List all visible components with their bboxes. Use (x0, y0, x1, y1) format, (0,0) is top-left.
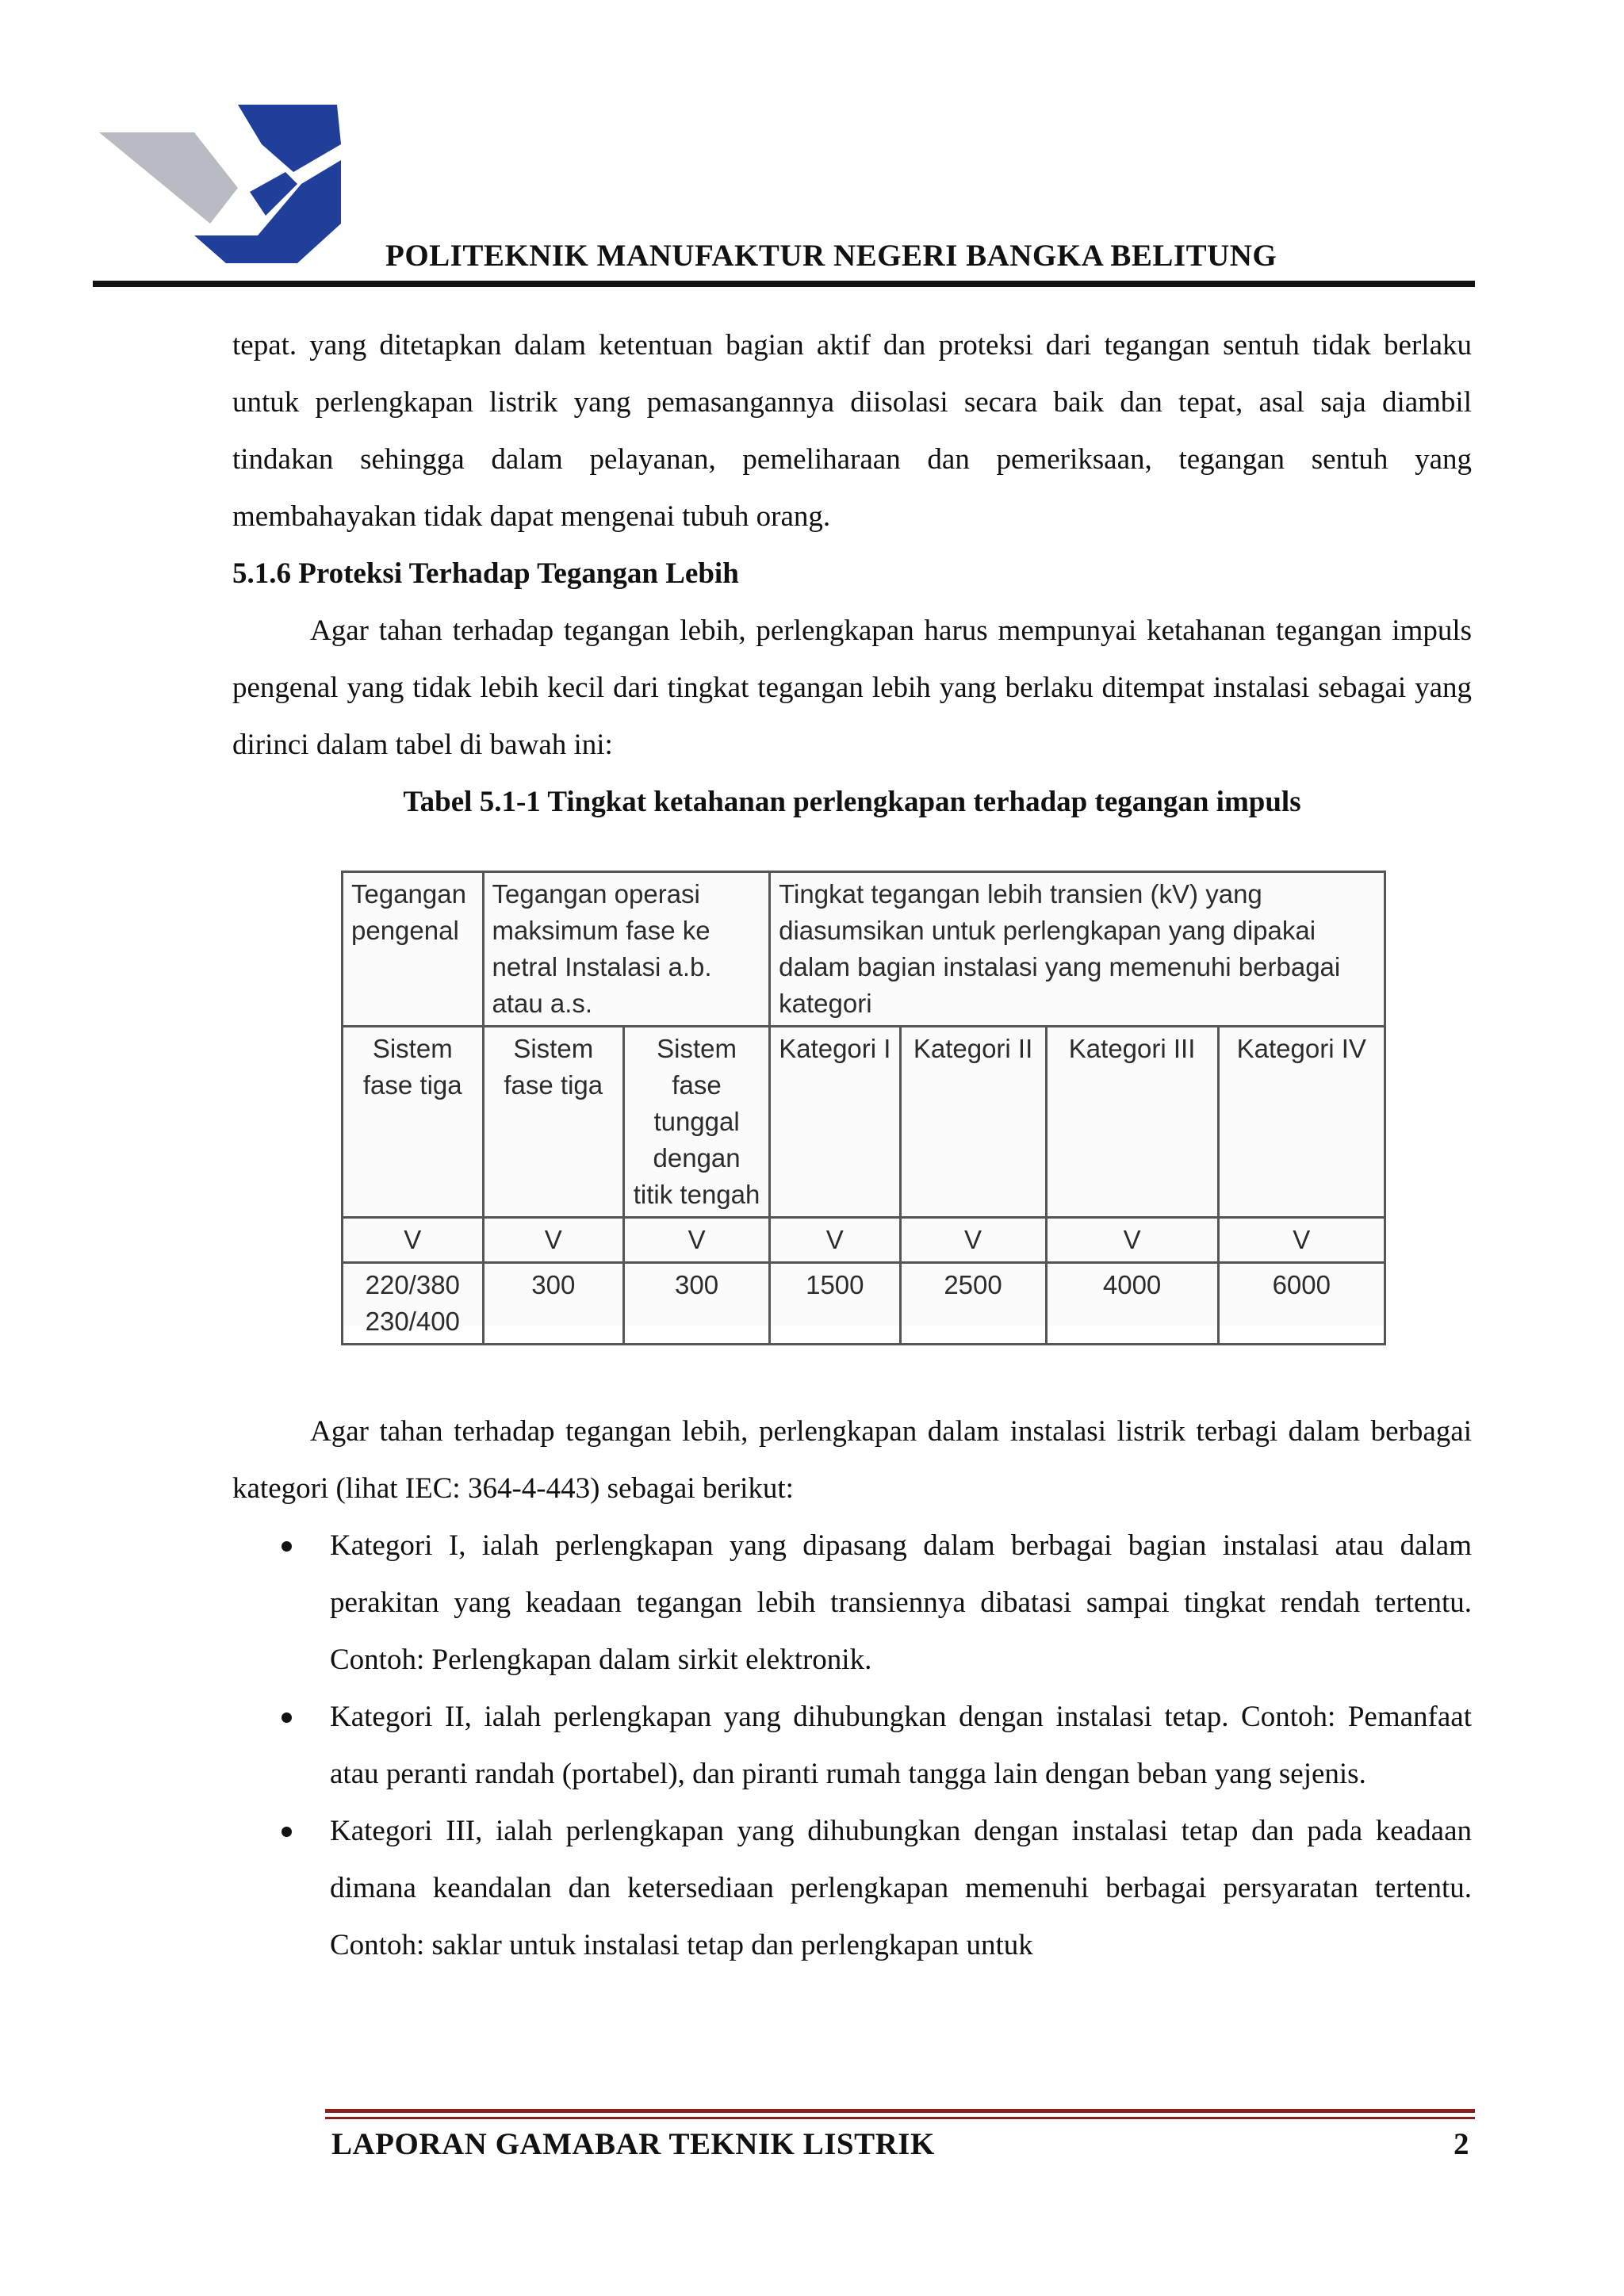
table-cell: 6000 (1218, 1263, 1385, 1345)
document-body-continued (232, 1403, 1472, 1974)
section-heading: 5.1.6 Proteksi Terhadap Tegangan Lebih (232, 557, 739, 590)
table-cell: 4000 (1046, 1263, 1218, 1345)
table-unit: V (343, 1218, 484, 1263)
table-subheader: Sistem fase tunggal dengan titik tengah (624, 1027, 770, 1218)
table-header-operating-voltage: Tegangan operasi maksimum fase ke netral Instalasi a.b. atau a.s. (483, 872, 770, 1027)
table-subheader: Sistem fase tiga (483, 1027, 624, 1218)
impulse-voltage-table (341, 871, 1386, 1336)
table-cell: 300 (624, 1263, 770, 1345)
table-cell-value: 230/400 (365, 1307, 460, 1336)
table-header-nominal: Tegangan pengenal (343, 872, 484, 1027)
table-subheader: Kategori III (1046, 1027, 1218, 1218)
table-unit: V (1218, 1218, 1385, 1263)
table-subheader: Sistem fase tiga (343, 1027, 484, 1218)
table-subheader: Kategori II (900, 1027, 1046, 1218)
footer-rule (325, 2117, 1475, 2119)
intro-paragraph: tepat. yang ditetapkan dalam ketentuan bagian aktif dan proteksi dari tegangan sentuh tidak berlaku untuk perlengkapan listrik yang pemasangannya diisolasi secara baik dan tepat, asal saja diambil tindakan sehingga dalam pelayanan, pemeliharaan dan pemeriksaan, tegangan sentuh yang membahayakan tidak dapat mengenai tubuh orang. (232, 329, 1472, 533)
category-list (232, 1517, 1472, 1974)
logo-gray-chevron (99, 132, 238, 224)
table-cell (343, 1263, 484, 1345)
table-cell: 1500 (770, 1263, 900, 1345)
table-header-transient-level: Tingkat tegangan lebih transien (kV) yang diasumsikan untuk perlengkapan yang dipakai dalam bagian instalasi yang memenuhi berbagai kategori (770, 872, 1385, 1027)
table-cell: 300 (483, 1263, 624, 1345)
list-item (232, 1689, 1472, 1803)
document-body (232, 317, 1472, 831)
table-subheader: Kategori IV (1218, 1027, 1385, 1218)
table-header-row (343, 872, 1385, 1027)
list-item (232, 1803, 1472, 1974)
footer-title: LAPORAN GAMABAR TEKNIK LISTRIK (331, 2127, 935, 2161)
list-item-text: Kategori II, ialah perlengkapan yang dihubungkan dengan instalasi tetap. Contoh: Pemanfaat atau peranti randah (portabel), dan piranti rumah tangga lain dengan beban yang sejenis. (330, 1701, 1472, 1790)
table-caption: Tabel 5.1-1 Tingkat ketahanan perlengkapan terhadap tegangan impuls (403, 786, 1301, 818)
bullet-icon (282, 1712, 292, 1723)
table-unit: V (483, 1218, 624, 1263)
bullet-icon (282, 1827, 292, 1837)
section-paragraph: Agar tahan terhadap tegangan lebih, perlengkapan harus mempunyai ketahanan tegangan impuls pengenal yang tidak lebih kecil dari tingkat tegangan lebih yang berlaku ditempat instalasi sebagai yang dirinci dalam tabel di bawah ini: (232, 614, 1472, 761)
page-number: 2 (1454, 2127, 1469, 2161)
list-item-text: Kategori III, ialah perlengkapan yang dihubungkan dengan instalasi tetap dan pada keadaan dimana keandalan dan ketersediaan perlengkapan memenuhi berbagai persyaratan tertentu. Contoh: saklar untuk instalasi tetap dan perlengkapan untuk (330, 1815, 1472, 1961)
logo-blue-upper (238, 105, 341, 172)
header-institution-title: POLITEKNIK MANUFAKTUR NEGERI BANGKA BELITUNG (385, 239, 1277, 273)
table-unit: V (624, 1218, 770, 1263)
table-unit-row (343, 1218, 1385, 1263)
table-cell-value: 220/380 (365, 1270, 460, 1299)
after-table-paragraph: Agar tahan terhadap tegangan lebih, perlengkapan dalam instalasi listrik terbagi dalam berbagai kategori (lihat IEC: 364-4-443) sebagai berikut: (232, 1415, 1472, 1505)
table-data-row (343, 1263, 1385, 1345)
table-cell: 2500 (900, 1263, 1046, 1345)
table-unit: V (1046, 1218, 1218, 1263)
institution-logo (99, 97, 349, 271)
table-unit: V (900, 1218, 1046, 1263)
bullet-icon (282, 1541, 292, 1552)
header-rule (93, 281, 1475, 287)
list-item (232, 1517, 1472, 1689)
list-item-text: Kategori I, ialah perlengkapan yang dipasang dalam berbagai bagian instalasi atau dalam perakitan yang keadaan tegangan lebih transiennya dibatasi sampai tingkat rendah tertentu. Contoh: Perlengkapan dalam sirkit elektronik. (330, 1529, 1472, 1676)
table-subheader: Kategori I (770, 1027, 900, 1218)
footer-rule (325, 2109, 1475, 2113)
table-unit: V (770, 1218, 900, 1263)
table-subheader-row (343, 1027, 1385, 1218)
